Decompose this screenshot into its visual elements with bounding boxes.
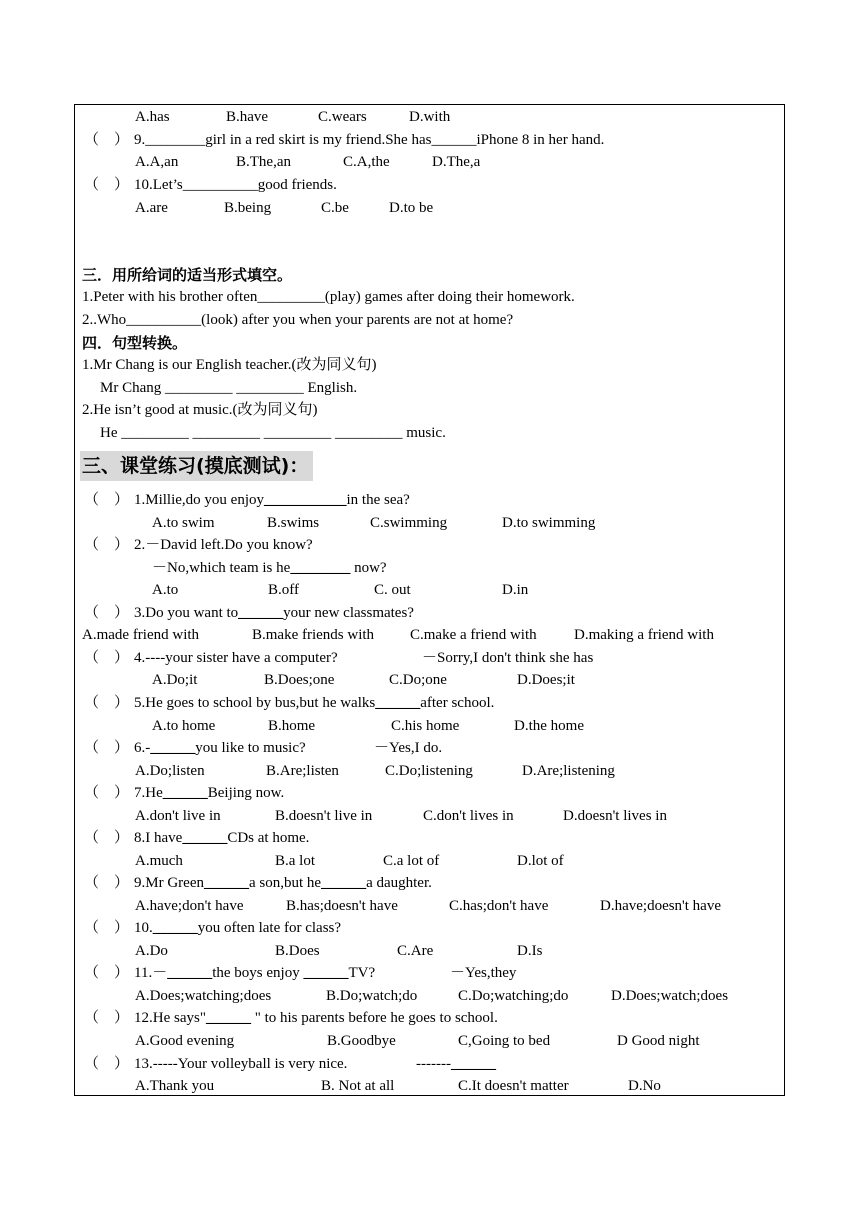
practice-q7-option-d: D.doesn't lives in [563,808,667,824]
practice-q12-option-c: C,Going to bed [458,1033,551,1049]
section-title: 三、课堂练习(摸底测试)： [82,455,309,477]
practice-q2-option-a: A.to [152,582,179,598]
top-q8-option-b: B.have [226,109,269,125]
practice-q11-option-d: D.Does;watch;does [611,988,729,1004]
part4-q2: 2.He isn’t good at music.(改为同义句) [82,402,318,418]
practice-q6-option-c: C.Do;listening [385,763,473,779]
practice-q10-answer-paren[interactable]: （ ） [84,920,130,936]
top-q9-option-c: C.A,the [343,154,390,170]
practice-q10-option-c: C.Are [397,943,434,959]
practice-q2-option-d: D.in [502,582,529,598]
practice-q7-text: 7.He______Beijing now. [134,785,285,801]
top-q10-answer-paren[interactable]: （ ） [84,177,130,193]
part4-q1: 1.Mr Chang is our English teacher.(改为同义句) [82,357,377,373]
practice-q11-option-c: C.Do;watching;do [458,988,569,1004]
practice-q9-option-c: C.has;don't have [449,898,549,914]
practice-q6-reply: －Yes,I do. [374,740,443,756]
practice-q6-option-a: A.Do;listen [135,763,205,779]
practice-q11-text: 11.－______the boys enjoy ______TV? [134,965,376,981]
practice-q7-answer-paren[interactable]: （ ） [84,785,130,801]
practice-q2-text: 2.－David left.Do you know? [134,537,313,553]
top-q9-option-b: B.The,an [236,154,291,170]
practice-q9-text: 9.Mr Green______a son,but he______a daughter. [134,875,432,891]
practice-q12-option-b: B.Goodbye [327,1033,396,1049]
practice-q8-option-b: B.a lot [275,853,315,869]
practice-q9-answer-paren[interactable]: （ ） [84,875,130,891]
practice-q10-option-d: D.Is [517,943,543,959]
practice-q12-option-d: D Good night [617,1033,700,1049]
practice-q10-option-a: A.Do [135,943,168,959]
top-q9-answer-paren[interactable]: （ ） [84,132,130,148]
practice-q12-answer-paren[interactable]: （ ） [84,1010,130,1026]
practice-q1-answer-paren[interactable]: （ ） [84,492,130,508]
practice-q5-option-d: D.the home [514,718,584,734]
top-q9-option-d: D.The,a [432,154,481,170]
practice-q8-answer-paren[interactable]: （ ） [84,830,130,846]
practice-q13-option-a: A.Thank you [135,1078,215,1094]
practice-q11-option-b: B.Do;watch;do [326,988,418,1004]
practice-q7-option-c: C.don't lives in [423,808,514,824]
practice-q6-text: 6.-______you like to music? [134,740,306,756]
practice-q4-option-c: C.Do;one [389,672,447,688]
practice-q12-text: 12.He says"______ " to his parents before he goes to school. [134,1010,498,1026]
practice-q8-option-a: A.much [135,853,183,869]
practice-q7-option-a: A.don't live in [135,808,221,824]
practice-q10-text: 10.______you often late for class? [134,920,342,936]
practice-q5-option-a: A.to home [152,718,216,734]
practice-q3-text: 3.Do you want to______your new classmates? [134,605,414,621]
practice-q5-option-c: C.his home [391,718,460,734]
practice-q6-answer-paren[interactable]: （ ） [84,740,130,756]
practice-q13-answer-paren[interactable]: （ ） [84,1056,130,1072]
practice-q7-option-b: B.doesn't live in [275,808,373,824]
top-q10-option-d: D.to be [389,200,434,216]
practice-q4-option-b: B.Does;one [264,672,335,688]
practice-q4-answer-paren[interactable]: （ ） [84,650,130,666]
practice-q4-text: 4.----your sister have a computer? [134,650,338,666]
top-q8-option-a: A.has [135,109,170,125]
top-q10-option-b: B.being [224,200,272,216]
practice-q2-option-b: B.off [268,582,299,598]
top-q10-text: 10.Let’s__________good friends. [134,177,337,193]
practice-q1-option-d: D.to swimming [502,515,596,531]
practice-q3-option-a: A.made friend with [82,627,200,643]
practice-q11-reply: －Yes,they [450,965,517,981]
practice-q1-option-a: A.to swim [152,515,215,531]
practice-q8-option-d: D.lot of [517,853,564,869]
practice-q3-answer-paren[interactable]: （ ） [84,605,130,621]
practice-q9-option-b: B.has;doesn't have [286,898,398,914]
practice-q3-option-c: C.make a friend with [410,627,537,643]
practice-q9-option-d: D.have;doesn't have [600,898,721,914]
part4-q1-answer[interactable]: Mr Chang _________ _________ English. [100,380,358,396]
practice-q6-option-d: D.Are;listening [522,763,615,779]
practice-q2-answer-paren[interactable]: （ ） [84,537,130,553]
practice-q5-answer-paren[interactable]: （ ） [84,695,130,711]
practice-q12-option-a: A.Good evening [135,1033,235,1049]
top-q10-option-a: A.are [135,200,168,216]
practice-q9-option-a: A.have;don't have [135,898,244,914]
practice-q1-text: 1.Millie,do you enjoy___________in the sea? [134,492,410,508]
part3-heading: 三．用所给词的适当形式填空。 [82,266,293,284]
practice-q6-option-b: B.Are;listen [266,763,339,779]
practice-q13-option-b: B. Not at all [321,1078,395,1094]
part4-heading: 四．句型转换。 [82,334,188,352]
practice-q4-option-a: A.Do;it [152,672,198,688]
practice-q2-option-c: C. out [374,582,411,598]
practice-q2-reply: －No,which team is he________ now? [152,560,387,576]
top-q9-text: 9.________girl in a red skirt is my friend.She has______iPhone 8 in her hand. [134,132,605,148]
practice-q8-option-c: C.a lot of [383,853,440,869]
practice-q10-option-b: B.Does [275,943,320,959]
practice-q13-reply: -------______ [416,1056,496,1072]
top-q9-option-a: A.A,an [135,154,179,170]
practice-q4-reply: －Sorry,I don't think she has [422,650,594,666]
practice-q13-text: 13.-----Your volleyball is very nice. [134,1056,348,1072]
part4-q2-answer[interactable]: He _________ _________ _________ _________ music. [100,425,446,441]
practice-q4-option-d: D.Does;it [517,672,575,688]
top-q8-option-c: C.wears [318,109,367,125]
part3-q1: 1.Peter with his brother often_________(play) games after doing their homework. [82,289,575,305]
practice-q3-option-b: B.make friends with [252,627,375,643]
practice-q8-text: 8.I have______CDs at home. [134,830,310,846]
practice-q1-option-c: C.swimming [370,515,448,531]
practice-q5-text: 5.He goes to school by bus,but he walks______after school. [134,695,495,711]
part3-q2: 2..Who__________(look) after you when your parents are not at home? [82,312,514,328]
practice-q11-answer-paren[interactable]: （ ） [84,965,130,981]
practice-q11-option-a: A.Does;watching;does [135,988,272,1004]
practice-q1-option-b: B.swims [267,515,320,531]
practice-q5-option-b: B.home [268,718,316,734]
practice-q13-option-c: C.It doesn't matter [458,1078,569,1094]
practice-q3-option-d: D.making a friend with [574,627,714,643]
practice-q13-option-d: D.No [628,1078,661,1094]
top-q8-option-d: D.with [409,109,451,125]
top-q10-option-c: C.be [321,200,349,216]
